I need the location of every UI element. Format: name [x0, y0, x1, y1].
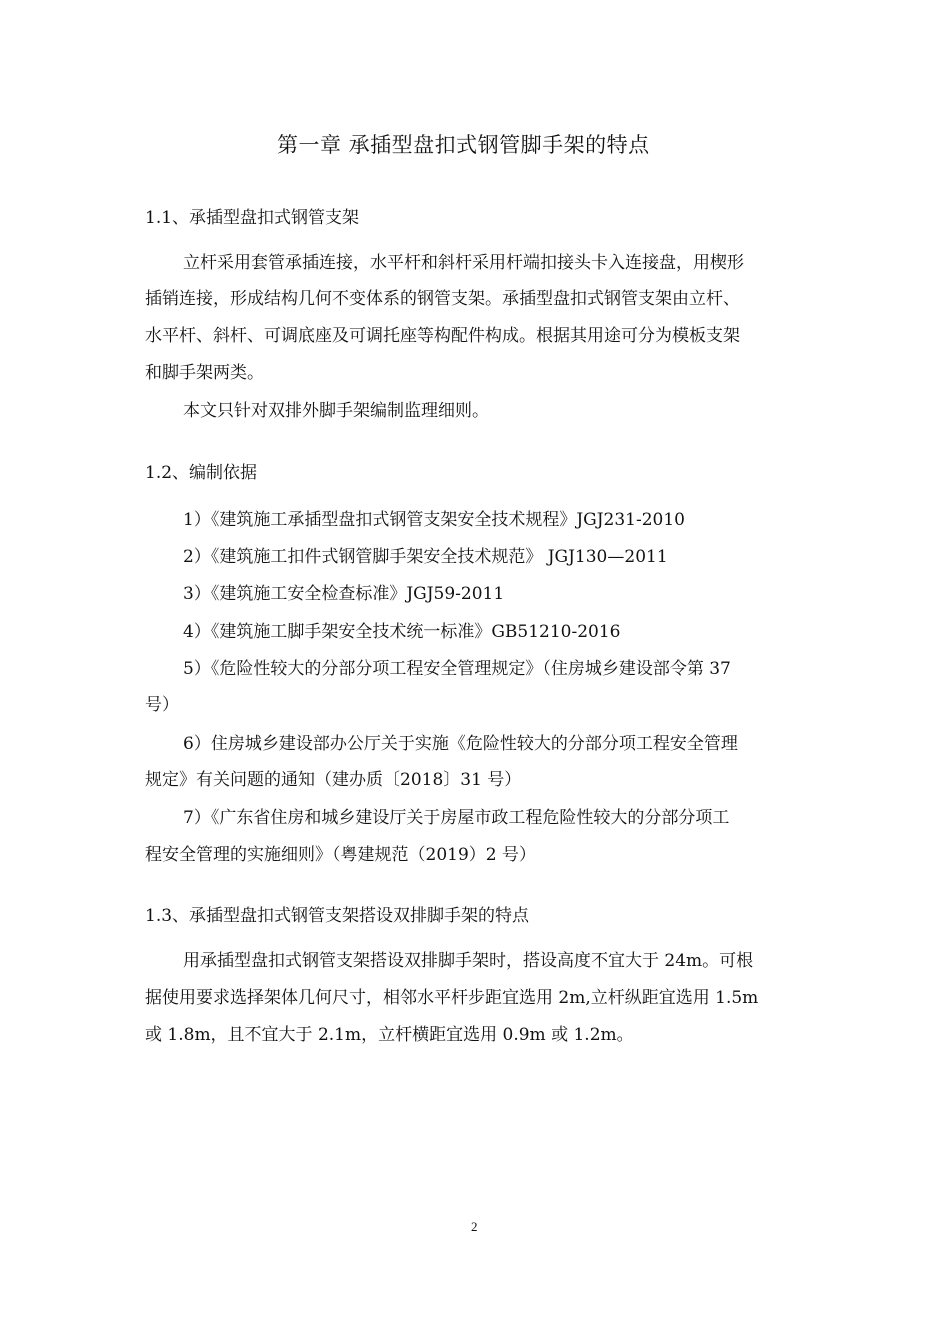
section-1-1-para1-line: 插销连接，形成结构几何不变体系的钢管支架。承插型盘扣式钢管支架由立杆、	[145, 289, 740, 309]
reference-item: 4）《建筑施工脚手架安全技术统一标准》GB51210-2016	[183, 622, 621, 642]
reference-item-cont: 规定》有关问题的通知（建办质〔2018〕31 号）	[145, 770, 522, 790]
section-1-3-para-line: 或 1.8m，且不宜大于 2.1m，立杆横距宜选用 0.9m 或 1.2m。	[145, 1025, 634, 1045]
reference-item: 2）《建筑施工扣件式钢管脚手架安全技术规范》 JGJ130—2011	[183, 547, 668, 567]
reference-item: 1）《建筑施工承插型盘扣式钢管支架安全技术规程》JGJ231-2010	[183, 510, 685, 530]
section-1-1-heading: 1.1、承插型盘扣式钢管支架	[145, 208, 360, 228]
section-1-2-heading: 1.2、编制依据	[145, 463, 258, 483]
reference-item: 5）《危险性较大的分部分项工程安全管理规定》（住房城乡建设部令第 37	[183, 659, 731, 679]
section-1-3-para-line: 据使用要求选择架体几何尺寸，相邻水平杆步距宜选用 2m,立杆纵距宜选用 1.5m	[145, 988, 759, 1008]
section-1-3-para-line: 用承插型盘扣式钢管支架搭设双排脚手架时，搭设高度不宜大于 24m。可根	[183, 951, 754, 971]
reference-item: 6）住房城乡建设部办公厅关于实施《危险性较大的分部分项工程安全管理	[183, 734, 738, 754]
section-1-1-para2: 本文只针对双排外脚手架编制监理细则。	[183, 401, 489, 421]
reference-item-cont: 号）	[145, 695, 179, 715]
reference-item: 7）《广东省住房和城乡建设厅关于房屋市政工程危险性较大的分部分项工	[183, 808, 730, 828]
section-1-1-para1-line: 水平杆、斜杆、可调底座及可调托座等构配件构成。根据其用途可分为模板支架	[145, 326, 740, 346]
reference-item: 3）《建筑施工安全检查标准》JGJ59-2011	[183, 584, 505, 604]
section-1-3-heading: 1.3、承插型盘扣式钢管支架搭设双排脚手架的特点	[145, 906, 530, 926]
reference-item-cont: 程安全管理的实施细则》（粤建规范（2019）2 号）	[145, 845, 536, 865]
page-number: 2	[471, 1219, 478, 1234]
section-1-1-para1-line: 立杆采用套管承插连接，水平杆和斜杆采用杆端扣接头卡入连接盘，用楔形	[183, 253, 744, 273]
chapter-title: 第一章 承插型盘扣式钢管脚手架的特点	[277, 133, 650, 157]
section-1-1-para1-line: 和脚手架两类。	[145, 363, 264, 383]
